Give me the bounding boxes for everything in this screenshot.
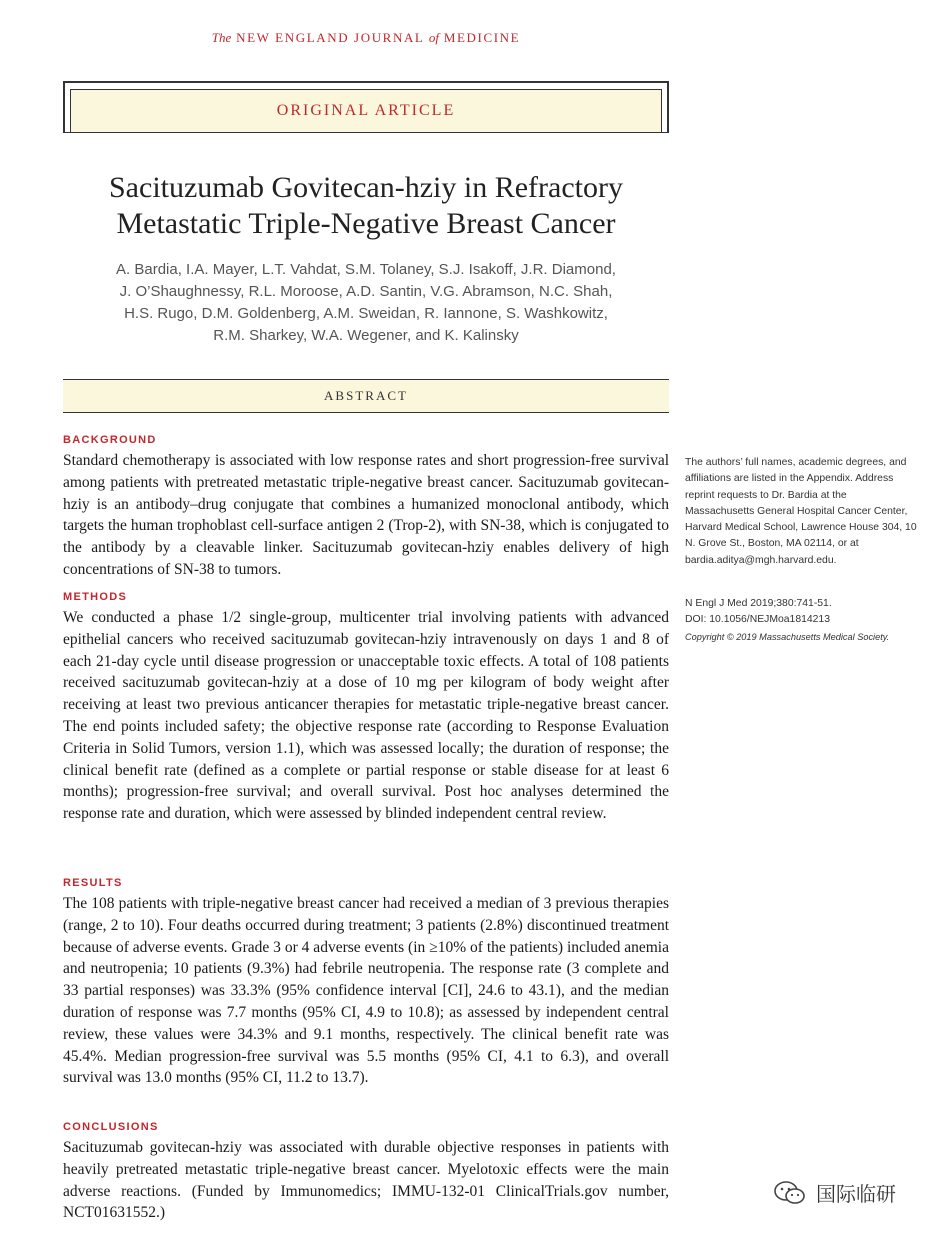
author-line: J. O’Shaughnessy, R.L. Moroose, A.D. Santin, V.G. Abramson, N.C. Shah, — [119, 283, 613, 300]
methods-text: We conducted a phase 1/2 single-group, multicenter trial involving patients with advanced epithelial cancers who received sacituzumab govitecan-hziy intravenously on days 1 and 8 of each 21-day cycle until disease progression or unacceptable toxic effects. A total of 108 patients received sacituzumab govitecan-hziy at a dose of 10 mg per kilogram of body weight after receiving at least two previous anticancer therapies for metastatic triple-negative breast cancer. The end points included safety; the objective response rate (according to Response Evaluation Criteria in Solid Tumors, version 1.1), which was assessed locally; the duration of response; the clinical benefit rate (defined as a complete or partial response or stable disease for at least 6 months); progression-free survival; and overall survival. Post hoc analyses determined the response rate and duration, which were assessed by blinded independent central review. — [63, 609, 669, 823]
title-line-1: Sacituzumab Govitecan-hziy in Refractory — [109, 171, 623, 204]
author-list — [60, 259, 672, 347]
article-type-box — [63, 81, 669, 133]
conclusions-text: Sacituzumab govitecan-hziy was associated with durable objective responses in patients with heavily pretreated metastatic triple-negative breast cancer. Myelotoxic effects were the main adverse reactions. (Funded by Immunomedics; IMMU-132-01 ClinicalTrials.gov number, NCT01631552.) — [63, 1139, 669, 1222]
author-line: H.S. Rugo, D.M. Goldenberg, A.M. Sweidan, R. Iannone, S. Washkowitz, — [124, 305, 608, 322]
masthead-prefix: The — [211, 30, 232, 45]
journal-masthead — [0, 30, 732, 46]
citation: N Engl J Med 2019;380:741-51. — [685, 598, 832, 609]
background-heading: BACKGROUND — [63, 434, 157, 446]
masthead-name-2: MEDICINE — [443, 30, 521, 45]
wechat-icon — [772, 1179, 808, 1207]
methods-heading: METHODS — [63, 591, 128, 603]
author-line: R.M. Sharkey, W.A. Wegener, and K. Kalinsky — [213, 327, 519, 344]
conclusions-heading: CONCLUSIONS — [63, 1121, 159, 1133]
abstract-header: ABSTRACT — [63, 379, 669, 413]
affiliation-note: The authors’ full names, academic degrees, and affiliations are listed in the Appendix. Address reprint requests to Dr. Bardia at the Massachusetts General Hospital Cancer Center, Harvard Medical School, Lawrence House 304, 10 N. Grove St., Boston, MA 02114, or at bardia.aditya@mgh.harvard.edu. — [685, 457, 917, 566]
results-text: The 108 patients with triple-negative breast cancer had received a median of 3 previous therapies (range, 2 to 10). Four deaths occurred during treatment; 3 patients (2.8%) discontinued treatment because of adverse events. Grade 3 or 4 adverse events (in ≥10% of the patients) included anemia and neutropenia; 10 patients (9.3%) had febrile neutropenia. The response rate (3 complete and 33 partial responses) was 33.3% (95% confidence interval [CI], 24.6 to 43.1), and the median duration of response was 7.7 months (95% CI, 4.9 to 10.8); as assessed by independent central review, these values were 34.3% and 9.1 months, respectively. The clinical benefit rate was 45.4%. Median progression-free survival was 5.5 months (95% CI, 4.1 to 6.3), and overall survival was 13.0 months (95% CI, 11.2 to 13.7). — [63, 895, 669, 1087]
article-type-label: ORIGINAL ARTICLE — [70, 89, 662, 132]
author-line: A. Bardia, I.A. Mayer, L.T. Vahdat, S.M. Tolaney, S.J. Isakoff, J.R. Diamond, — [116, 261, 616, 278]
copyright-note: Copyright © 2019 Massachusetts Medical Society. — [685, 632, 890, 642]
masthead-name-1: NEW ENGLAND JOURNAL — [236, 30, 424, 45]
article-title — [40, 170, 692, 242]
watermark-text: 国际临研 — [816, 1182, 896, 1206]
results-heading: RESULTS — [63, 877, 123, 889]
masthead-of: of — [428, 30, 439, 45]
background-text: Standard chemotherapy is associated with low response rates and short progression-free survival among patients with pretreated metastatic triple-negative breast cancer. Sacituzumab govitecan-hziy is an antibody–drug conjugate that combines a humanized monoclonal antibody, which targets the human trophoblast cell-surface antigen 2 (Trop-2), with SN-38, which is conjugated to the antibody by a cleavable linker. Sacituzumab govitecan-hziy enables delivery of high concentrations of SN-38 to tumors. — [63, 452, 669, 578]
doi-link[interactable]: DOI: 10.1056/NEJMoa1814213 — [685, 614, 830, 625]
watermark — [772, 1178, 896, 1207]
title-line-2: Metastatic Triple-Negative Breast Cancer — [116, 207, 616, 240]
